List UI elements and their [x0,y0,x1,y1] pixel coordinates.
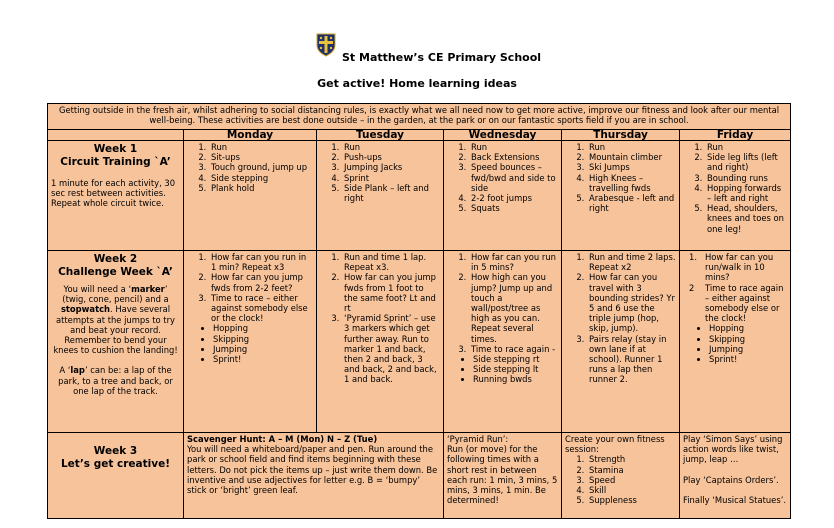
list-item: 2. How far can you jump fwds from 1 foot to the same foot? Lt and rt [342,272,440,313]
list-item: 2 Time to race again – either against somebody else or the clock! [689,282,784,324]
captains-orders-text: Play ‘Captains Orders’. [683,474,779,485]
week3-friday [680,433,791,519]
list-item: 2. Sit-ups [209,152,313,162]
bullet-item: • Jumping [709,344,787,354]
week2-friday [680,251,791,433]
week2-monday [184,251,317,433]
week1-repeat-note: Repeat whole circuit twice. [51,198,164,209]
list-item: 5. Suppleness [587,495,676,505]
week2-title: Week 2 [93,253,138,265]
list-item: 2. Mountain climber [587,152,676,162]
scavenger-title: Scavenger Hunt: A – M (Mon) N – Z (Tue) [187,434,378,444]
bullet-item: • Hopping [213,323,313,333]
list-item: 1. Strength [587,454,676,464]
page-header [0,0,834,100]
fitness-intro: Create your own fitness session: [565,434,665,455]
school-name: St Matthew’s CE Primary School [342,51,542,64]
day-friday: Friday [680,130,791,141]
list-item: 3. Speed bounces – fwd/bwd and side to side [469,162,558,193]
week3-label-cell [48,433,184,519]
list-item: 2. Push-ups [342,152,440,162]
list-item: 3. Jumping Jacks [342,162,440,172]
list-item: 3. Bounding runs [705,173,787,183]
week1-thursday [562,141,680,251]
week2-tuesday [317,251,444,433]
bullet-item: • Sprint! [213,354,313,364]
week2-thursday [562,251,680,433]
list-item: 1. Run and time 1 lap. Repeat x3. [342,252,440,272]
list-item: 5. Side Plank – left and right [342,183,440,203]
list-item: 4. Hopping forwards – left and right [705,183,787,203]
week3-scavenger-hunt [184,433,444,519]
day-monday: Monday [184,130,317,141]
list-item: 1. Run [342,142,440,152]
week1-monday [184,141,317,251]
day-tuesday: Tuesday [317,130,444,141]
musical-statues-text: Finally ‘Musical Statues’. [683,494,787,505]
bullet-item: • Skipping [213,334,313,344]
list-item: 4. Skill [587,485,676,495]
bullet-item: • Hopping [709,323,787,333]
week3-thursday [562,433,680,519]
week1-friday [680,141,791,251]
week3-row [48,433,791,519]
week1-row [48,141,791,251]
week2-wednesday [444,251,562,433]
list-item: 3. Time to race – either against somebody else or the clock! [209,293,313,324]
week2-row [48,251,791,433]
list-item: 1. Run [469,142,558,152]
bullet-item: • Sprint! [709,354,787,364]
list-item: 4. Sprint [342,173,440,183]
list-item: 1. How far can you run in 5 mins? [469,252,558,272]
list-item: 5. Squats [469,203,558,213]
week1-subtitle: Circuit Training `A’ [60,156,171,168]
day-thursday: Thursday [562,130,680,141]
bullet-item: • Skipping [709,334,787,344]
list-item: 5. Arabesque - left and right [587,193,676,213]
week3-title: Week 3 [93,445,138,457]
list-item: 2. How high can you jump? Jump up and touch a wall/post/tree as high as you can. Repeat several times. [469,272,558,343]
list-item: 1. Run and time 2 laps. Repeat x2 [587,252,676,272]
list-item: 4. 2-2 foot jumps [469,193,558,203]
list-item: 4. High Knees – travelling fwds [587,173,676,193]
list-item: 5. Head, shoulders, knees and toes on one leg! [705,203,787,234]
list-item: 5. Plank hold [209,183,313,193]
bullet-item: • Side stepping rt [473,354,558,364]
list-item: 3. ‘Pyramid Sprint’ – use 3 markers which get further away. Run to marker 1 and back, then 2 and back, 3 and back, 2 and back, 1 and back. [342,313,440,384]
list-item: 1. How far can you run/walk in 10 mins? [689,252,774,283]
list-item: 3. Pairs relay (stay in own lane if at school). Runner 1 runs a lap then runner 2. [587,334,676,385]
week2-equipment-note: You will need a ‘marker’ (twig, cone, pencil) and a stopwatch. Have several attempts at the jumps to try and beat your record. Remember to bend your knees to cushion the landing! [53,284,178,356]
pyramid-title: ‘Pyramid Run’: [447,434,509,444]
week3-subtitle: Let’s get creative! [60,458,171,470]
list-item: 3. Speed [587,475,676,485]
scavenger-text: You will need a whiteboard/paper and pen. Run around the park or school field and find items beginning with these letters. Do not pick the items up – just write them down. Be inventive and use adjectives for letter e.g. B = ‘bumpy’ stick or ‘bright’ green leaf. [187,444,438,496]
school-crest-icon [316,33,336,57]
corner-cell [48,130,184,141]
week1-tuesday [317,141,444,251]
list-item: 2. Stamina [587,465,676,475]
week3-wednesday [444,433,562,519]
list-item: 4. Side stepping [209,173,313,183]
week2-lap-note: A ‘lap’ can be: a lap of the park, to a tree and back, or one lap of the track. [58,365,173,396]
bullet-item: • Side stepping lt [473,364,558,374]
week1-wednesday [444,141,562,251]
simon-says-text: Play ‘Simon Says’ using action words like twist, jump, leap … [683,434,783,465]
day-wednesday: Wednesday [444,130,562,141]
list-item: 3. Touch ground, jump up [209,162,313,172]
pyramid-text: Run (or move) for the following times with a short rest in between each run: 1 min, 3 mins, 5 mins, 3 mins, 1 min. Be determined! [447,444,558,506]
activity-table [47,103,791,519]
intro-row [48,104,791,130]
day-header-row [48,130,791,141]
list-item: 3. Ski Jumps [587,162,676,172]
bullet-item: • Running bwds [473,374,558,384]
bullet-item: • Jumping [213,344,313,354]
list-item: 2. How far can you jump fwds from 2-2 feet? [209,272,313,292]
week2-subtitle: Challenge Week `A’ [58,266,173,278]
list-item: 3. Time to race again - [469,344,558,354]
intro-text: Getting outside in the fresh air, whilst adhering to social distancing rules, is exactly what we all need now to get more active, improve our fitness and look after our mental well-being. These activities are best done outside – in the garden, at the park or on our fantastic sports field if you are in school. [48,104,791,130]
week1-title: Week 1 [93,143,138,155]
week1-label-cell [48,141,184,251]
list-item: 1. Run [209,142,313,152]
list-item: 1. How far can you run in 1 min? Repeat x3 [209,252,313,272]
page-subtitle: Get active! Home learning ideas [317,77,517,90]
list-item: 2. Side leg lifts (left and right) [705,152,787,172]
list-item: 1. Run [705,142,787,152]
week2-label-cell [48,251,184,433]
list-item: 1. Run [587,142,676,152]
week1-note: 1 minute for each activity, 30 sec rest between activities. [51,178,176,199]
list-item: 2. Back Extensions [469,152,558,162]
list-item: 2. How far can you travel with 3 bounding strides? Yr 5 and 6 use the triple jump (hop, skip, jump). [587,272,676,333]
